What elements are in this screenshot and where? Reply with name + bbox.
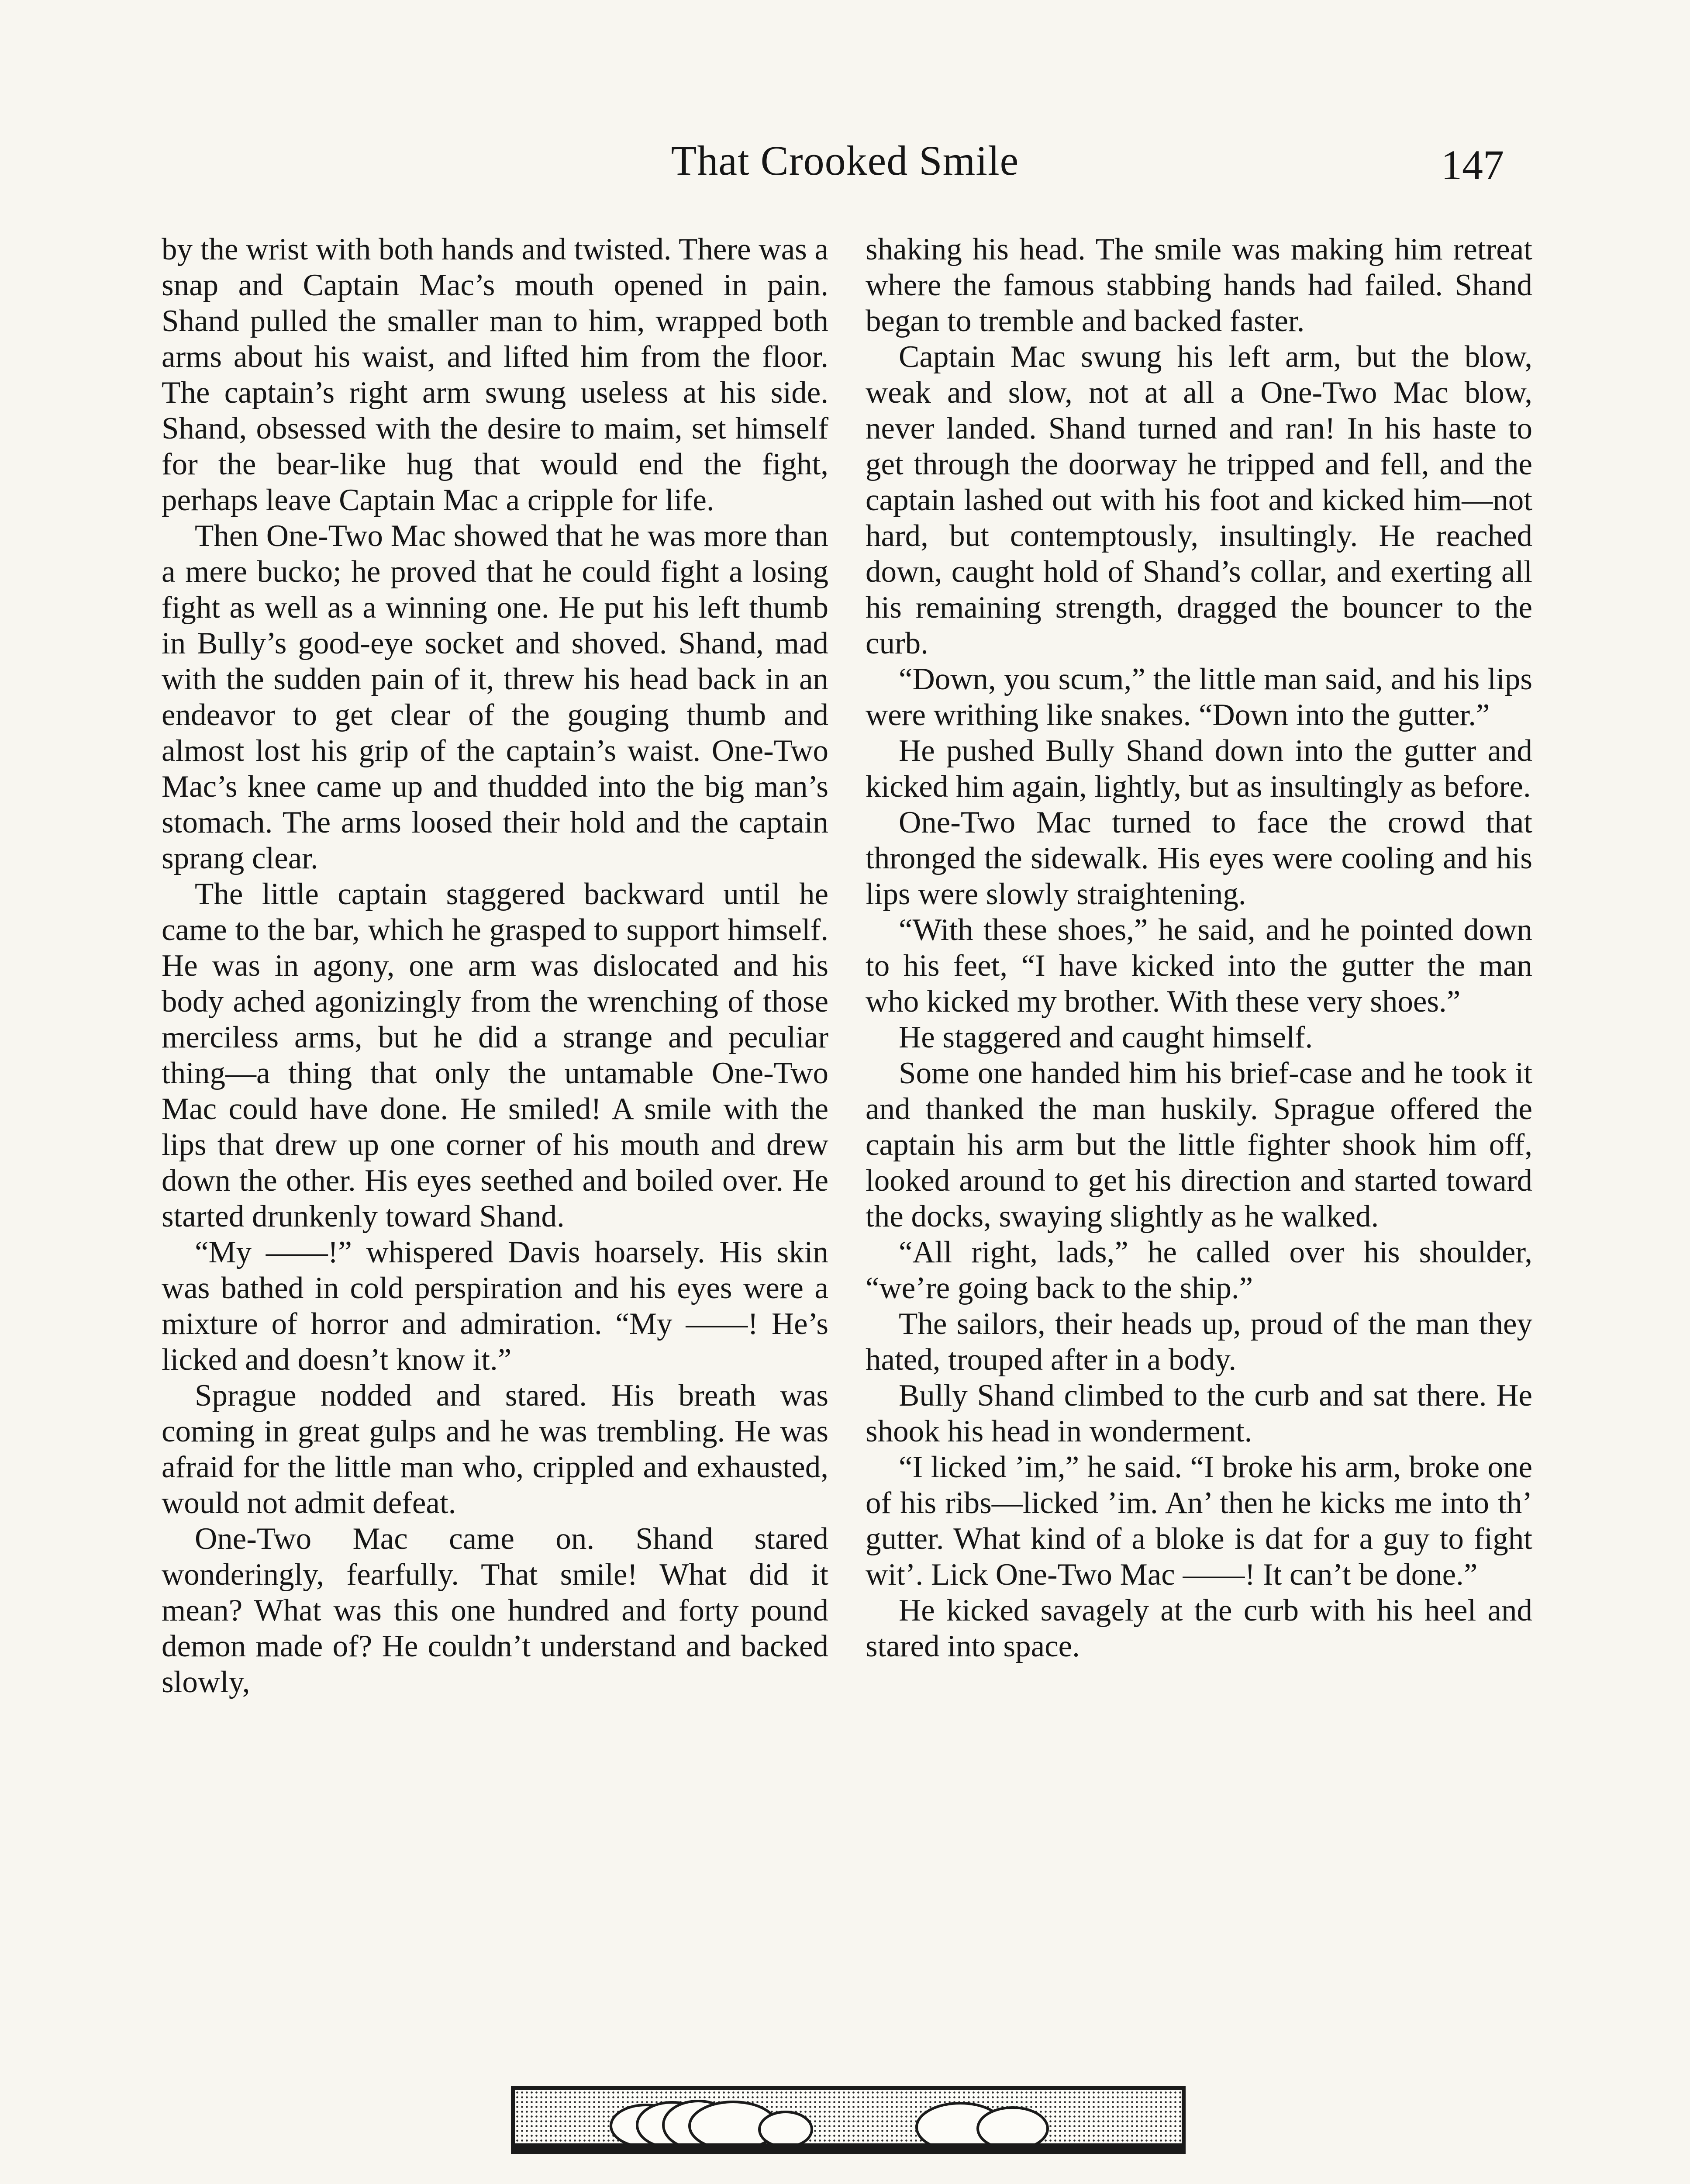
paragraph: “Down, you scum,” the little man said, and his lips were writhing like snakes. “Down into the gutter.”: [866, 662, 1532, 732]
page-number: 147: [1441, 142, 1504, 188]
paragraph: He staggered and caught himself.: [899, 1020, 1313, 1054]
page-title: That Crooked Smile: [671, 137, 1019, 184]
paragraph: One-Two Mac turned to face the crowd that thronged the sidewalk. His eyes were cooling and his lips were slowly straightening.: [866, 805, 1532, 911]
right-column: [866, 232, 1532, 1664]
paragraph: by the wrist with both hands and twisted. There was a snap and Captain Mac’s mouth opened in pain. Shand pulled the smaller man to him, wrapped both arms about his waist, and lifted him from the floor. The captain’s right arm swung useless at his side. Shand, obsessed with the desire to maim, set himself for the bear-like hug that would end the fight, perhaps leave Captain Mac a cripple for life.: [162, 232, 828, 517]
paragraph: shaking his head. The smile was making him retreat where the famous stabbing hands had failed. Shand began to tremble and backed faster.: [866, 232, 1532, 338]
paragraph: Then One-Two Mac showed that he was more than a mere bucko; he proved that he could fight a losing fight as well as a winning one. He put his left thumb in Bully’s good-eye socket and shoved. Shand, mad with the sudden pain of it, threw his head back in an endeavor to get clear of the gouging thumb and almost lost his grip of the captain’s waist. One-Two Mac’s knee came up and thudded into the big man’s stomach. The arms loosed their hold and the captain sprang clear.: [162, 519, 828, 875]
paragraph: The sailors, their heads up, proud of the man they hated, trouped after in a body.: [866, 1307, 1532, 1377]
paragraph: Sprague nodded and stared. His breath was coming in great gulps and he was trembling. He was afraid for the little man who, crippled and exhausted, would not admit defeat.: [162, 1379, 828, 1520]
paragraph: Some one handed him his brief-case and he took it and thanked the man huskily. Sprague offered the captain his arm but the little fighter shook him off, looked around to get his direction and started toward the docks, swaying slightly as he walked.: [866, 1056, 1532, 1234]
paragraph: He kicked savagely at the curb with his heel and stared into space.: [866, 1593, 1532, 1663]
paragraph: “With these shoes,” he said, and he pointed down to his feet, “I have kicked into the gutter the man who kicked my brother. With these very shoes.”: [866, 913, 1532, 1019]
paragraph: “All right, lads,” he called over his shoulder, “we’re going back to the ship.”: [866, 1235, 1532, 1305]
paragraph: “My ——!” whispered Davis hoarsely. His skin was bathed in cold perspiration and his eyes were a mixture of horror and admiration. “My ——! He’s licked and doesn’t know it.”: [162, 1235, 828, 1377]
paragraph: He pushed Bully Shand down into the gutter and kicked him again, lightly, but as insultingly as before.: [866, 734, 1532, 804]
left-column: [162, 232, 828, 1700]
paragraph: Bully Shand climbed to the curb and sat there. He shook his head in wonderment.: [866, 1379, 1532, 1448]
paragraph: One-Two Mac came on. Shand stared wonderingly, fearfully. That smile! What did it mean? What was this one hundred and forty pound demon made of? He couldn’t understand and backed slowly,: [162, 1522, 828, 1699]
paragraph: “I licked ’im,” he said. “I broke his arm, broke one of his ribs—licked ’im. An’ then he kicks me into th’ gutter. What kind of a bloke is dat for a guy to fight wit’. Lick One-Two Mac ——! It can’t be done.”: [866, 1450, 1532, 1592]
cloud-ornament: [511, 2086, 1186, 2154]
cloud-icon: [515, 2090, 1182, 2150]
paragraph: Captain Mac swung his left arm, but the blow, weak and slow, not at all a One-Two Mac blow, never landed. Shand turned and ran! In his haste to get through the doorway he tripped and fell, and the captain lashed out with his foot and kicked him—not hard, but contemptously, insultingly. He reached down, caught hold of Shand’s collar, and exerting all his remaining strength, dragged the bouncer to the curb.: [866, 340, 1532, 660]
paragraph: The little captain staggered backward until he came to the bar, which he grasped to support himself. He was in agony, one arm was dislocated and his body ached agonizingly from the wrenching of those merciless arms, but he did a strange and peculiar thing—a thing that only the untamable One-Two Mac could have done. He smiled! A smile with the lips that drew up one corner of his mouth and drew down the other. His eyes seethed and boiled over. He started drunkenly toward Shand.: [162, 877, 828, 1234]
